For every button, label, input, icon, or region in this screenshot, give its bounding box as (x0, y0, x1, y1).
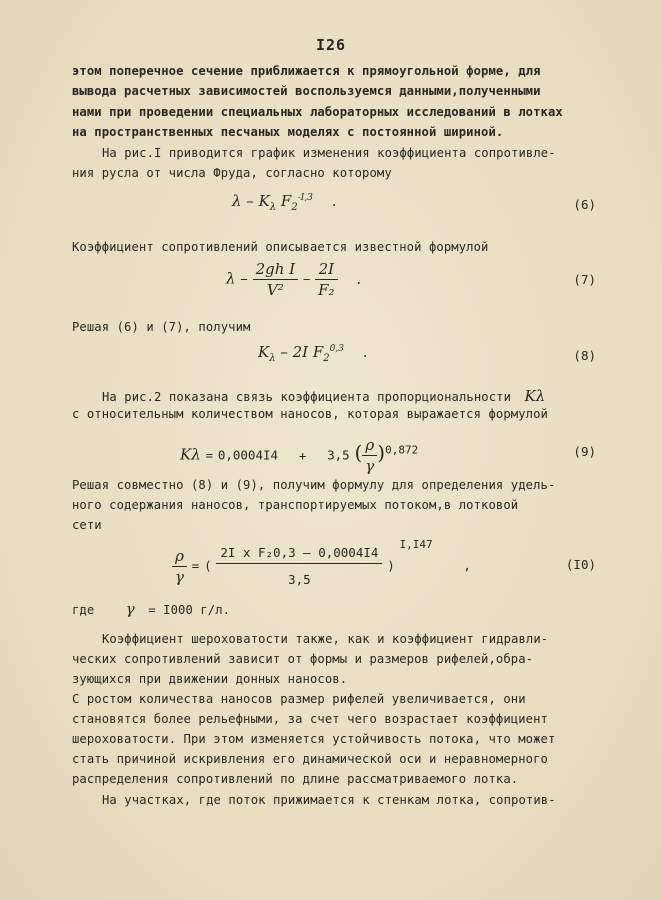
equation-8: $K_\lambda - 2I$ $F_2^{0,3}$ . (258, 343, 368, 364)
equation-number: (7) (573, 272, 596, 287)
equation-number: (9) (573, 444, 596, 459)
text-line: ного содержания наносов, транспортируемых потоком,в лотковой (72, 498, 519, 512)
text-line: Коэффициент шероховатости также, как и коэффициент гидравли- (102, 632, 549, 646)
text-line: стать причиной искривления его динамической оси и неравномерного (72, 752, 548, 766)
text-line: Решая совместно (8) и (9), получим формулу для определения удель- (72, 478, 556, 492)
equation-6: λ – $K_\lambda$ $F_2^{-I,3}$ . (232, 192, 337, 213)
text-line: С ростом количества наносов размер рифелей увеличивается, они (72, 692, 526, 706)
equation-number: (6) (573, 197, 596, 212)
text-line: Коэффициент сопротивлений описывается известной формулой (72, 240, 489, 254)
page-number: I26 (315, 36, 347, 54)
text-line: ния русла от числа Фруда, согласно которому (72, 166, 392, 180)
text-line: становятся более рельефными, за счет чего возрастает коэффициент (72, 712, 548, 726)
text-line: этом поперечное сечение приближается к прямоугольной форме, для (72, 64, 541, 78)
text-line: На рис.2 показана связь коэффициента пропорциональности Kλ (102, 387, 546, 405)
text-line: На участках, где поток прижимается к стенкам лотка, сопротив- (102, 793, 556, 807)
text-line: Решая (6) и (7), получим (72, 320, 251, 334)
text-line: нами при проведении специальных лабораторных исследований в лотках (72, 105, 563, 119)
equation-9: Kλ = 0,0004I4 + 3,5 ( $\frac{\rho}{\gamma}$ )$^{0,872}$ (180, 436, 419, 475)
text-line: зующихся при движении донных наносов. (72, 672, 348, 686)
k-lambda-symbol: Kλ (524, 387, 546, 405)
text-line: распределения сопротивлений по длине рассматриваемого лотка. (72, 772, 519, 786)
text-line: с относительным количеством наносов, которая выражается формулой (72, 407, 548, 421)
equation-10: $\frac{\rho}{\gamma}$ = ( $\frac{\text{2I x F₂0,3 – 0,0004I4}}{3,5}$ ) $^{I,I47}$ , (172, 538, 471, 587)
text-line: шероховатости. При этом изменяется устойчивость потока, что может (72, 732, 556, 746)
text-line: на пространственных песчаных моделях с постоянной шириной. (72, 125, 504, 139)
where-line: где γ = I000 г/л. (72, 600, 231, 618)
text-line: сети (72, 518, 102, 532)
equation-number: (I0) (565, 557, 596, 572)
equation-7: λ – $\frac{\text{2gh I}}{\text{V²}}$ – $\frac{2I}{\text{F₂}}$ . (226, 260, 362, 299)
text-line: На рис.I приводится график изменения коэффициента сопротивле- (102, 146, 556, 160)
text-line: вывода расчетных зависимостей воспользуемся данными,полученными (72, 84, 541, 98)
text-line: ческих сопротивлений зависит от формы и размеров рифелей,обра- (72, 652, 534, 666)
equation-number: (8) (573, 348, 596, 363)
